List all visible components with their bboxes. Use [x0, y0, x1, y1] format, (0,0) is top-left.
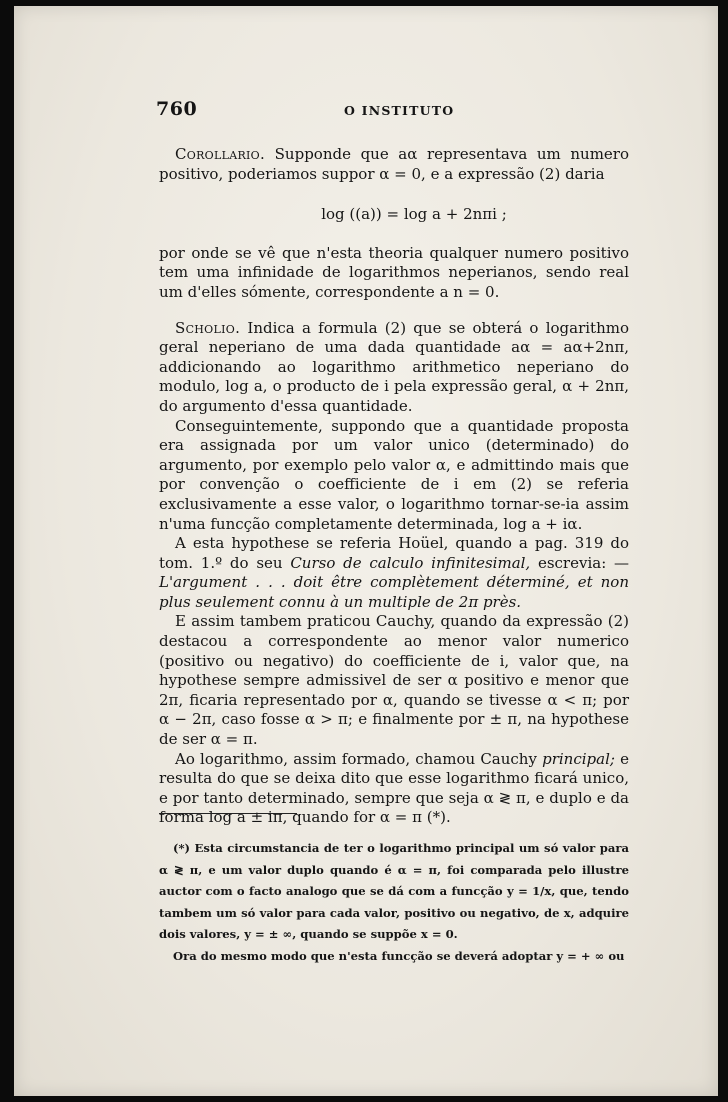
cauchy-lead: Ao logarithmo, assim formado, chamou Cauchy [175, 749, 543, 768]
footnote-paragraph-2: Ora do mesmo modo que n'esta funcção se deverá adoptar y = + ∞ ou [173, 948, 625, 963]
houel-mid: escrevia: — [530, 553, 630, 572]
houel-book-title: Curso de calculo infinitesimal, [290, 553, 531, 572]
footnote [159, 838, 629, 967]
page-number: 760 [156, 98, 198, 120]
houel-quote: L'argument . . . doit être complètement déterminé, et non plus seulement connu à un multiple de 2π près. [159, 573, 629, 611]
running-title: O INSTITUTO [344, 103, 455, 118]
cauchy-principal: principal; [542, 749, 615, 768]
scholio-label: Scholio. [175, 318, 241, 337]
book-page [14, 6, 718, 1096]
conseguintemente-paragraph: Conseguintemente, suppondo que a quantidade proposta era assignada por um valor unico (determinado) do argumento, por exemplo pelo valor α, e admittindo mais que por convenção o coefficiente de i em (2) se referia exclusivamente a esse valor, o logarithmo tornar-se-ia assim n'uma funcção completamente determinada, log a + iα. [159, 416, 629, 533]
corollario-text: Supponde que aα representava um numero positivo, poderiamos suppor α = 0, e a expressão (2) daria [159, 145, 629, 183]
body-text [159, 145, 629, 828]
footnote-paragraph-1: (*) Esta circumstancia de ter o logarithmo principal um só valor para α ≷ π, e um valor duplo quando é α = π, foi comparada pelo illustre auctor com o facto analogo que se dá com a funcção y = 1/x, que, tendo tambem um só valor para cada valor, positivo ou negativo, de x, adquire dois valores, y = ± ∞, quando se suppõe x = 0. [159, 841, 629, 941]
por-onde-paragraph: por onde se vê que n'esta theoria qualquer numero positivo tem uma infinidade de logarithmos neperianos, sendo real um d'elles sómente, correspondente a n = 0. [159, 243, 629, 301]
cauchy-rest: e resulta do que se deixa dito que esse logarithmo ficará unico, e por tanto determinado, sempre que seja α ≷ π, e duplo e da forma log a ± iπ, quando for α = π (*). [159, 749, 629, 827]
scholio-paragraph [159, 319, 629, 417]
footnote-divider [159, 813, 297, 814]
log-formula: log ((a)) = log a + 2nπi ; [321, 205, 507, 224]
cauchy-paragraph-1: E assim tambem praticou Cauchy, quando da expressão (2) destacou a correspondente ao menor valor numerico (positivo ou negativo) do coefficiente de i, valor que, na hypothese sempre admissivel de ser α positivo e menor que 2π, ficaria representado por α, quando se tivesse α < π; por α − 2π, caso fosse α > π; e finalmente por ± π, na hypothese de ser α = π. [159, 612, 629, 749]
cauchy-paragraph-2 [159, 750, 629, 828]
houel-lead: A esta hypothese se referia Hoüel, quando a pag. 319 do tom. 1.º do seu [159, 534, 629, 572]
houel-paragraph [159, 534, 629, 612]
scholio-text: Indica a formula (2) que se obterá o logarithmo geral neperiano de uma dada quantidade aα = aα+2nπ, addicionando ao logarithmo arithmetico neperiano do modulo, log a, o producto de i pela expressão geral, α + 2nπ, do argumento d'essa quantidade. [159, 318, 629, 415]
corollario-label: Corollario. [175, 145, 266, 163]
corollario-paragraph [159, 145, 629, 184]
